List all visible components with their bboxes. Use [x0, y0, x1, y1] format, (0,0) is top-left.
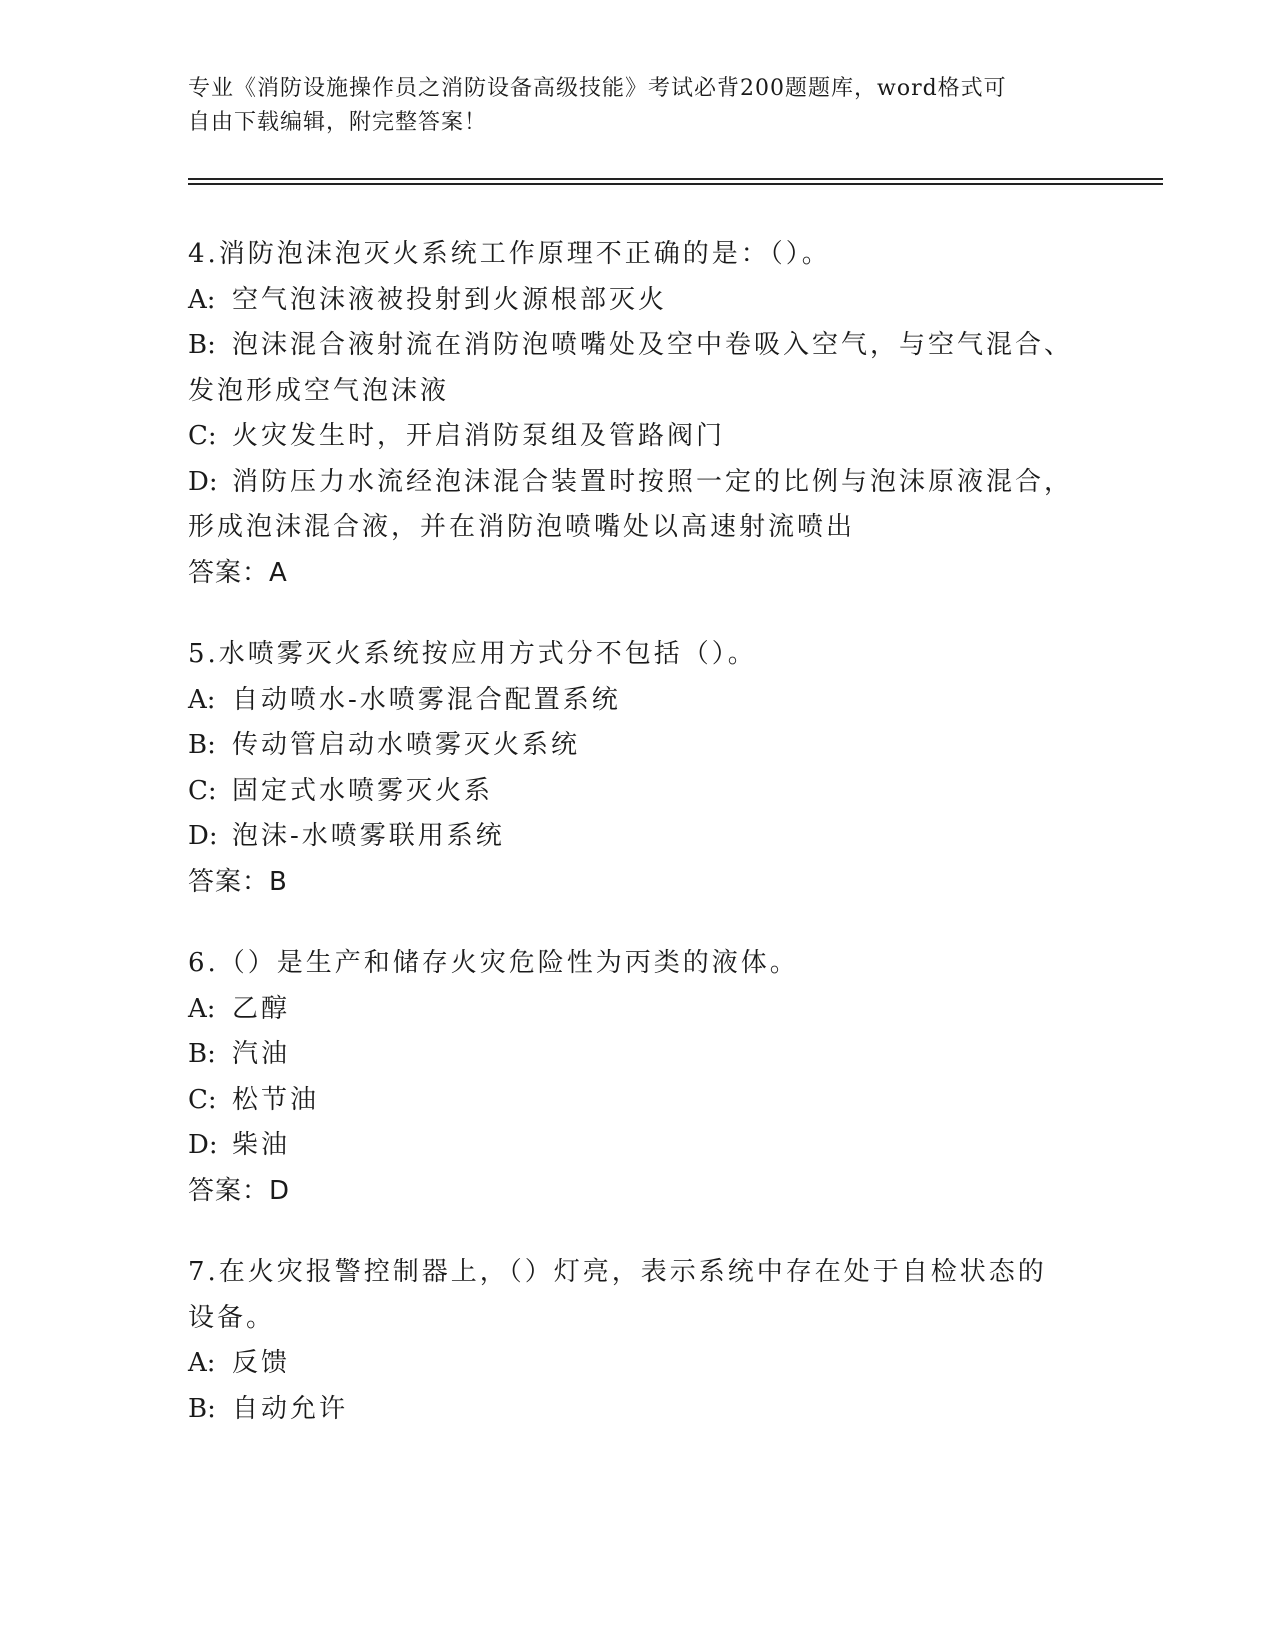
question-stem-continued: 设备。: [188, 1302, 276, 1333]
answer-line: 答案：A: [188, 557, 288, 588]
header-divider-top: [188, 178, 1163, 180]
option-b: [188, 323, 1088, 369]
option-key: B:: [188, 330, 216, 360]
answer-line: 答案：B: [188, 866, 288, 897]
question-stem: 7.在火灾报警控制器上，（）灯亮，表示系统中存在处于自检状态的: [188, 1257, 1047, 1287]
option-a: [188, 678, 1088, 724]
option-a: [188, 1341, 1088, 1387]
option-text: 空气泡沫液被投射到火源根部灭火: [232, 284, 668, 315]
question-stem: 6.（）是生产和储存火灾危险性为丙类的液体。: [188, 948, 799, 978]
option-key: A:: [188, 684, 216, 715]
option-text: 自动允许: [232, 1393, 349, 1424]
option-text: 泡沫混合液射流在消防泡喷嘴处及空中卷吸入空气，与空气混合、: [232, 330, 1074, 360]
question-list: [188, 232, 1088, 1468]
question-7: [188, 1250, 1088, 1432]
option-d: [188, 814, 1088, 860]
header-line-2: 自由下载编辑，附完整答案！: [188, 110, 488, 135]
option-key: D:: [188, 466, 218, 497]
option-text: 乙醇: [232, 993, 291, 1024]
option-text: 泡沫-水喷雾联用系统: [232, 821, 505, 851]
option-text: 消防压力水流经泡沫混合装置时按照一定的比例与泡沫原液混合，: [232, 466, 1074, 497]
option-b: [188, 1387, 1088, 1433]
answer-line: 答案：D: [188, 1175, 291, 1206]
question-stem: 5.水喷雾灭火系统按应用方式分不包括（）。: [188, 639, 757, 669]
option-a: [188, 987, 1088, 1033]
option-text: 反馈: [232, 1348, 291, 1378]
question-stem: 4.消防泡沫泡灭火系统工作原理不正确的是：（）。: [188, 239, 831, 269]
question-5: [188, 632, 1088, 905]
option-b: [188, 723, 1088, 769]
option-key: A:: [188, 1348, 216, 1378]
option-key: B:: [188, 1039, 216, 1069]
option-text: 固定式水喷雾灭火系: [232, 775, 494, 806]
option-b-continued: 发泡形成空气泡沫液: [188, 375, 450, 406]
option-d: [188, 460, 1088, 506]
option-d: [188, 1123, 1088, 1169]
option-text: 柴油: [232, 1130, 291, 1160]
option-text: 火灾发生时，开启消防泵组及管路阀门: [232, 421, 726, 451]
option-c: [188, 769, 1088, 815]
document-header: [188, 72, 1068, 140]
option-d-continued: 形成泡沫混合液，并在消防泡喷嘴处以高速射流喷出: [188, 512, 856, 542]
option-key: A:: [188, 284, 216, 315]
option-key: C:: [188, 775, 217, 806]
question-4: [188, 232, 1088, 596]
question-6: [188, 941, 1088, 1214]
option-key: C:: [188, 421, 217, 451]
option-text: 传动管启动水喷雾灭火系统: [232, 730, 581, 760]
option-b: [188, 1032, 1088, 1078]
option-key: C:: [188, 1084, 217, 1115]
option-key: D:: [188, 1130, 218, 1160]
option-text: 自动喷水-水喷雾混合配置系统: [232, 684, 621, 715]
header-divider-bottom: [188, 183, 1163, 185]
option-a: [188, 278, 1088, 324]
option-text: 松节油: [232, 1084, 320, 1115]
option-key: A:: [188, 993, 216, 1024]
option-c: [188, 1078, 1088, 1124]
option-key: D:: [188, 821, 218, 851]
header-line-1: 专业《消防设施操作员之消防设备高级技能》考试必背200题题库，word格式可: [188, 76, 1007, 101]
option-key: B:: [188, 730, 216, 760]
option-text: 汽油: [232, 1039, 291, 1069]
option-key: B:: [188, 1393, 216, 1424]
option-c: [188, 414, 1088, 460]
